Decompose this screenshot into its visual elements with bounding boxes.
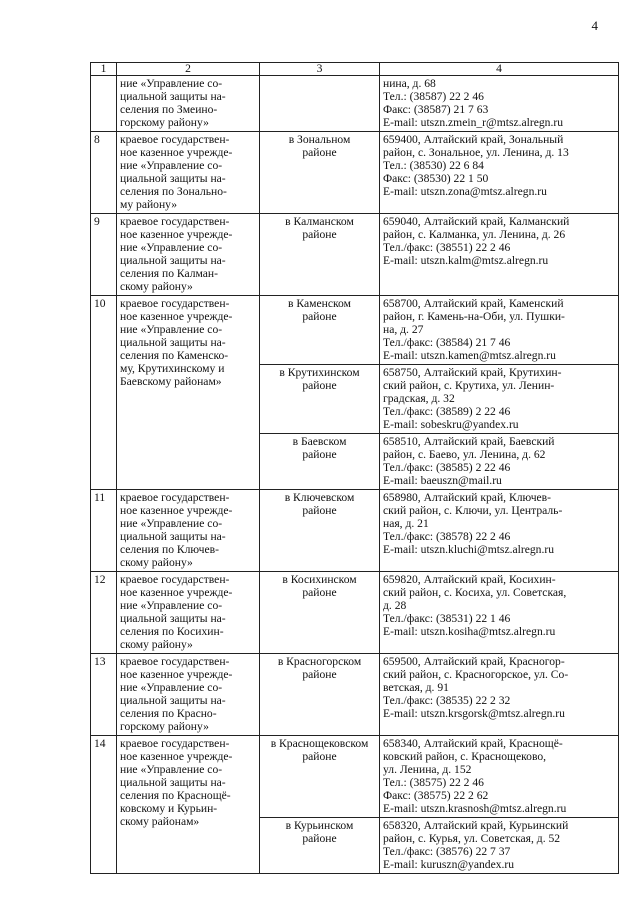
- contact-info-line: ский район, с. Красногорское, ул. Со-: [383, 668, 569, 681]
- contact-info-line: 659820, Алтайский край, Косихин-: [383, 573, 556, 586]
- institution-name-line: ние «Управление со-: [120, 323, 223, 336]
- district-name: [260, 365, 380, 434]
- contact-info-line: район, с. Зональное, ул. Ленина, д. 13: [383, 146, 569, 159]
- institution-name: [117, 76, 260, 132]
- institution-name-line: краевое государствен-: [120, 297, 230, 310]
- contact-info-line: Факс: (38587) 21 7 63: [383, 103, 489, 116]
- institution-name-line: Баевскому районам»: [120, 375, 222, 388]
- institution-name-line: ние «Управление со-: [120, 77, 223, 90]
- district-name-line: районе: [302, 668, 337, 681]
- district-name-line: районе: [302, 228, 337, 241]
- contact-info-line: Факс: (38575) 22 2 62: [383, 789, 489, 802]
- district-name-line: в Ключевском: [284, 491, 355, 504]
- district-name-line: районе: [302, 832, 337, 845]
- row-number: [91, 76, 117, 132]
- contact-info-line: 658320, Алтайский край, Курьинский: [383, 819, 569, 832]
- institution-name-line: циальной защиты на-: [120, 694, 226, 707]
- institution-name-line: му району»: [120, 198, 178, 211]
- contact-info: [380, 818, 619, 874]
- row-number: 14: [91, 736, 117, 874]
- contact-info-line: район, с. Калманка, ул. Ленина, д. 26: [383, 228, 566, 241]
- institution-name-line: скому району»: [120, 556, 193, 569]
- district-name-line: районе: [302, 448, 337, 461]
- institution-name-line: циальной защиты на-: [120, 776, 226, 789]
- institution-name-line: селения по Змеино-: [120, 103, 218, 116]
- contact-info-line: ная, д. 21: [383, 517, 429, 530]
- row-number: 12: [91, 572, 117, 654]
- district-name-line: в Крутихинском: [279, 366, 360, 379]
- institution-name-line: скому району»: [120, 638, 193, 651]
- page-number: 4: [591, 18, 598, 33]
- institution-name-line: краевое государствен-: [120, 133, 230, 146]
- contact-info-line: Тел./факс: (38531) 22 1 46: [383, 612, 511, 625]
- table-row: [91, 132, 619, 214]
- column-header-2: 2: [117, 63, 260, 76]
- contact-info: [380, 296, 619, 365]
- contact-info-line: E-mail: baeuszn@mail.ru: [383, 474, 502, 487]
- contact-info-line: ветская, д. 91: [383, 681, 449, 694]
- institution-name-line: краевое государствен-: [120, 215, 230, 228]
- contact-info-line: на, д. 27: [383, 323, 424, 336]
- table-row: [91, 490, 619, 572]
- contact-info: [380, 654, 619, 736]
- contact-info-line: Тел.: (38530) 22 6 84: [383, 159, 484, 172]
- institution-name-line: ное казенное учрежде-: [120, 504, 233, 517]
- institution-name-line: циальной защиты на-: [120, 254, 226, 267]
- institution-name-line: ное казенное учрежде-: [120, 750, 233, 763]
- row-number: 11: [91, 490, 117, 572]
- contact-info-line: ул. Ленина, д. 152: [383, 763, 472, 776]
- contact-info-line: нина, д. 68: [383, 77, 436, 90]
- institution-name-line: селения по Зонально-: [120, 185, 227, 198]
- district-name-line: в Зональном: [288, 133, 351, 146]
- district-name: [260, 654, 380, 736]
- contact-info-line: Тел./факс: (38535) 22 2 32: [383, 694, 511, 707]
- contact-info-line: Тел./факс: (38584) 21 7 46: [383, 336, 511, 349]
- contact-info-line: район, г. Камень-на-Оби, ул. Пушки-: [383, 310, 565, 323]
- district-name-line: районе: [302, 504, 337, 517]
- district-name-line: районе: [302, 310, 337, 323]
- district-name-line: в Краснощековском: [270, 737, 369, 750]
- institution-name-line: циальной защиты на-: [120, 90, 226, 103]
- contact-info-line: 659040, Алтайский край, Калманский: [383, 215, 570, 228]
- table-row: [91, 296, 619, 365]
- header-row: [91, 63, 619, 76]
- contact-info-line: 659500, Алтайский край, Красногор-: [383, 655, 565, 668]
- contact-info: [380, 214, 619, 296]
- column-header-3: 3: [260, 63, 380, 76]
- district-name-line: районе: [302, 379, 337, 392]
- contact-info-line: E-mail: utszn.kalm@mtsz.alregn.ru: [383, 254, 549, 267]
- row-number: 10: [91, 296, 117, 490]
- district-name-line: в Косихинском: [282, 573, 357, 586]
- table-body: [91, 76, 619, 874]
- contact-info-line: район, с. Курья, ул. Советская, д. 52: [383, 832, 561, 845]
- institution-name: [117, 490, 260, 572]
- contact-info-line: ковский район, с. Краснощеково,: [383, 750, 547, 763]
- district-name-line: районе: [302, 586, 337, 599]
- institution-name-line: краевое государствен-: [120, 491, 230, 504]
- contact-info: [380, 490, 619, 572]
- contact-info-line: E-mail: kuruszn@yandex.ru: [383, 858, 515, 871]
- table-row: [91, 76, 619, 132]
- contact-info: [380, 365, 619, 434]
- table-row: [91, 572, 619, 654]
- contact-info-line: Тел.: (38575) 22 2 46: [383, 776, 484, 789]
- contact-info-line: E-mail: utszn.zmein_r@mtsz.alregn.ru: [383, 116, 564, 129]
- district-name: [260, 214, 380, 296]
- district-name: [260, 296, 380, 365]
- district-name-line: в Красногорском: [277, 655, 362, 668]
- institution-name-line: циальной защиты на-: [120, 530, 226, 543]
- institution-name-line: скому районам»: [120, 815, 200, 828]
- row-number: 8: [91, 132, 117, 214]
- institution-name-line: циальной защиты на-: [120, 612, 226, 625]
- district-name: [260, 818, 380, 874]
- district-name-line: в Калманском: [285, 215, 354, 228]
- institution-name-line: ние «Управление со-: [120, 681, 223, 694]
- institution-name-line: циальной защиты на-: [120, 172, 226, 185]
- contact-info-line: E-mail: utszn.kluchi@mtsz.alregn.ru: [383, 543, 555, 556]
- contact-info-line: Тел./факс: (38589) 2 22 46: [383, 405, 511, 418]
- district-name-line: в Курьинском: [285, 819, 354, 832]
- contact-info-line: Тел.: (38587) 22 2 46: [383, 90, 484, 103]
- contact-info-line: E-mail: utszn.zona@mtsz.alregn.ru: [383, 185, 547, 198]
- district-name: [260, 132, 380, 214]
- contact-info-line: 659400, Алтайский край, Зональный: [383, 133, 564, 146]
- institution-name-line: циальной защиты на-: [120, 336, 226, 349]
- contact-info-line: Тел./факс: (38585) 2 22 46: [383, 461, 511, 474]
- institution-name: [117, 654, 260, 736]
- column-header-4: 4: [380, 63, 619, 76]
- contact-info-line: 658980, Алтайский край, Ключев-: [383, 491, 552, 504]
- institution-name-line: ние «Управление со-: [120, 599, 223, 612]
- institution-name-line: ние «Управление со-: [120, 517, 223, 530]
- district-name: [260, 490, 380, 572]
- contact-info-line: 658510, Алтайский край, Баевский: [383, 435, 555, 448]
- contact-info-line: 658700, Алтайский край, Каменский: [383, 297, 564, 310]
- column-header-1: 1: [91, 63, 117, 76]
- institution-name: [117, 572, 260, 654]
- contact-info-line: Тел./факс: (38578) 22 2 46: [383, 530, 511, 543]
- district-name: [260, 434, 380, 490]
- institution-name: [117, 736, 260, 874]
- contact-info-line: ский район, с. Крутиха, ул. Ленин-: [383, 379, 555, 392]
- contact-info-line: Тел./факс: (38551) 22 2 46: [383, 241, 511, 254]
- table-row: [91, 654, 619, 736]
- contact-info-line: Тел./факс: (38576) 22 7 37: [383, 845, 511, 858]
- institution-name-line: краевое государствен-: [120, 573, 230, 586]
- table-row: [91, 214, 619, 296]
- contact-info-line: E-mail: sobeskru@yandex.ru: [383, 418, 519, 431]
- institution-name-line: ние «Управление со-: [120, 241, 223, 254]
- district-name: [260, 76, 380, 132]
- contact-info-line: Факс: (38530) 22 1 50: [383, 172, 489, 185]
- institution-name: [117, 296, 260, 490]
- contact-info-line: 658750, Алтайский край, Крутихин-: [383, 366, 562, 379]
- contact-info-line: E-mail: utszn.kamen@mtsz.alregn.ru: [383, 349, 556, 362]
- institution-name-line: ковскому и Курьин-: [120, 802, 218, 815]
- institution-name-line: краевое государствен-: [120, 655, 230, 668]
- contact-info-line: д. 28: [383, 599, 407, 612]
- institutions-table: [90, 62, 619, 874]
- institution-name-line: горскому району»: [120, 116, 209, 129]
- district-name: [260, 572, 380, 654]
- institution-name: [117, 214, 260, 296]
- district-name: [260, 736, 380, 818]
- institution-name-line: скому району»: [120, 280, 193, 293]
- institution-name-line: селения по Косихин-: [120, 625, 224, 638]
- contact-info-line: E-mail: utszn.kosiha@mtsz.alregn.ru: [383, 625, 556, 638]
- contact-info: [380, 132, 619, 214]
- contact-info: [380, 76, 619, 132]
- institution-name-line: ное казенное учрежде-: [120, 146, 233, 159]
- institution-name-line: ние «Управление со-: [120, 763, 223, 776]
- contact-info-line: район, с. Баево, ул. Ленина, д. 62: [383, 448, 546, 461]
- contact-info: [380, 736, 619, 818]
- institution-name-line: горскому району»: [120, 720, 209, 733]
- institution-name-line: ное казенное учрежде-: [120, 586, 233, 599]
- district-name-line: в Баевском: [292, 435, 347, 448]
- contact-info-line: E-mail: utszn.krsgorsk@mtsz.alregn.ru: [383, 707, 565, 720]
- institution-name-line: краевое государствен-: [120, 737, 230, 750]
- district-name-line: районе: [302, 146, 337, 159]
- table-row: [91, 736, 619, 818]
- district-name-line: районе: [302, 750, 337, 763]
- institution-name-line: селения по Калман-: [120, 267, 218, 280]
- institution-name-line: селения по Красно-: [120, 707, 217, 720]
- row-number: 13: [91, 654, 117, 736]
- institution-name-line: ное казенное учрежде-: [120, 310, 233, 323]
- institution-name-line: ное казенное учрежде-: [120, 228, 233, 241]
- institution-name-line: ние «Управление со-: [120, 159, 223, 172]
- contact-info: [380, 434, 619, 490]
- contact-info-line: ский район, с. Ключи, ул. Централь-: [383, 504, 563, 517]
- institution-name-line: селения по Краснощё-: [120, 789, 231, 802]
- institution-name: [117, 132, 260, 214]
- contact-info-line: E-mail: utszn.krasnosh@mtsz.alregn.ru: [383, 802, 567, 815]
- contact-info-line: 658340, Алтайский край, Краснощё-: [383, 737, 563, 750]
- contact-info: [380, 572, 619, 654]
- institution-name-line: му, Крутихинскому и: [120, 362, 225, 375]
- row-number: 9: [91, 214, 117, 296]
- institution-name-line: селения по Ключев-: [120, 543, 219, 556]
- district-name-line: в Каменском: [288, 297, 351, 310]
- contact-info-line: градская, д. 32: [383, 392, 455, 405]
- institution-name-line: ное казенное учрежде-: [120, 668, 233, 681]
- contact-info-line: ский район, с. Косиха, ул. Советская,: [383, 586, 567, 599]
- institution-name-line: селения по Каменско-: [120, 349, 229, 362]
